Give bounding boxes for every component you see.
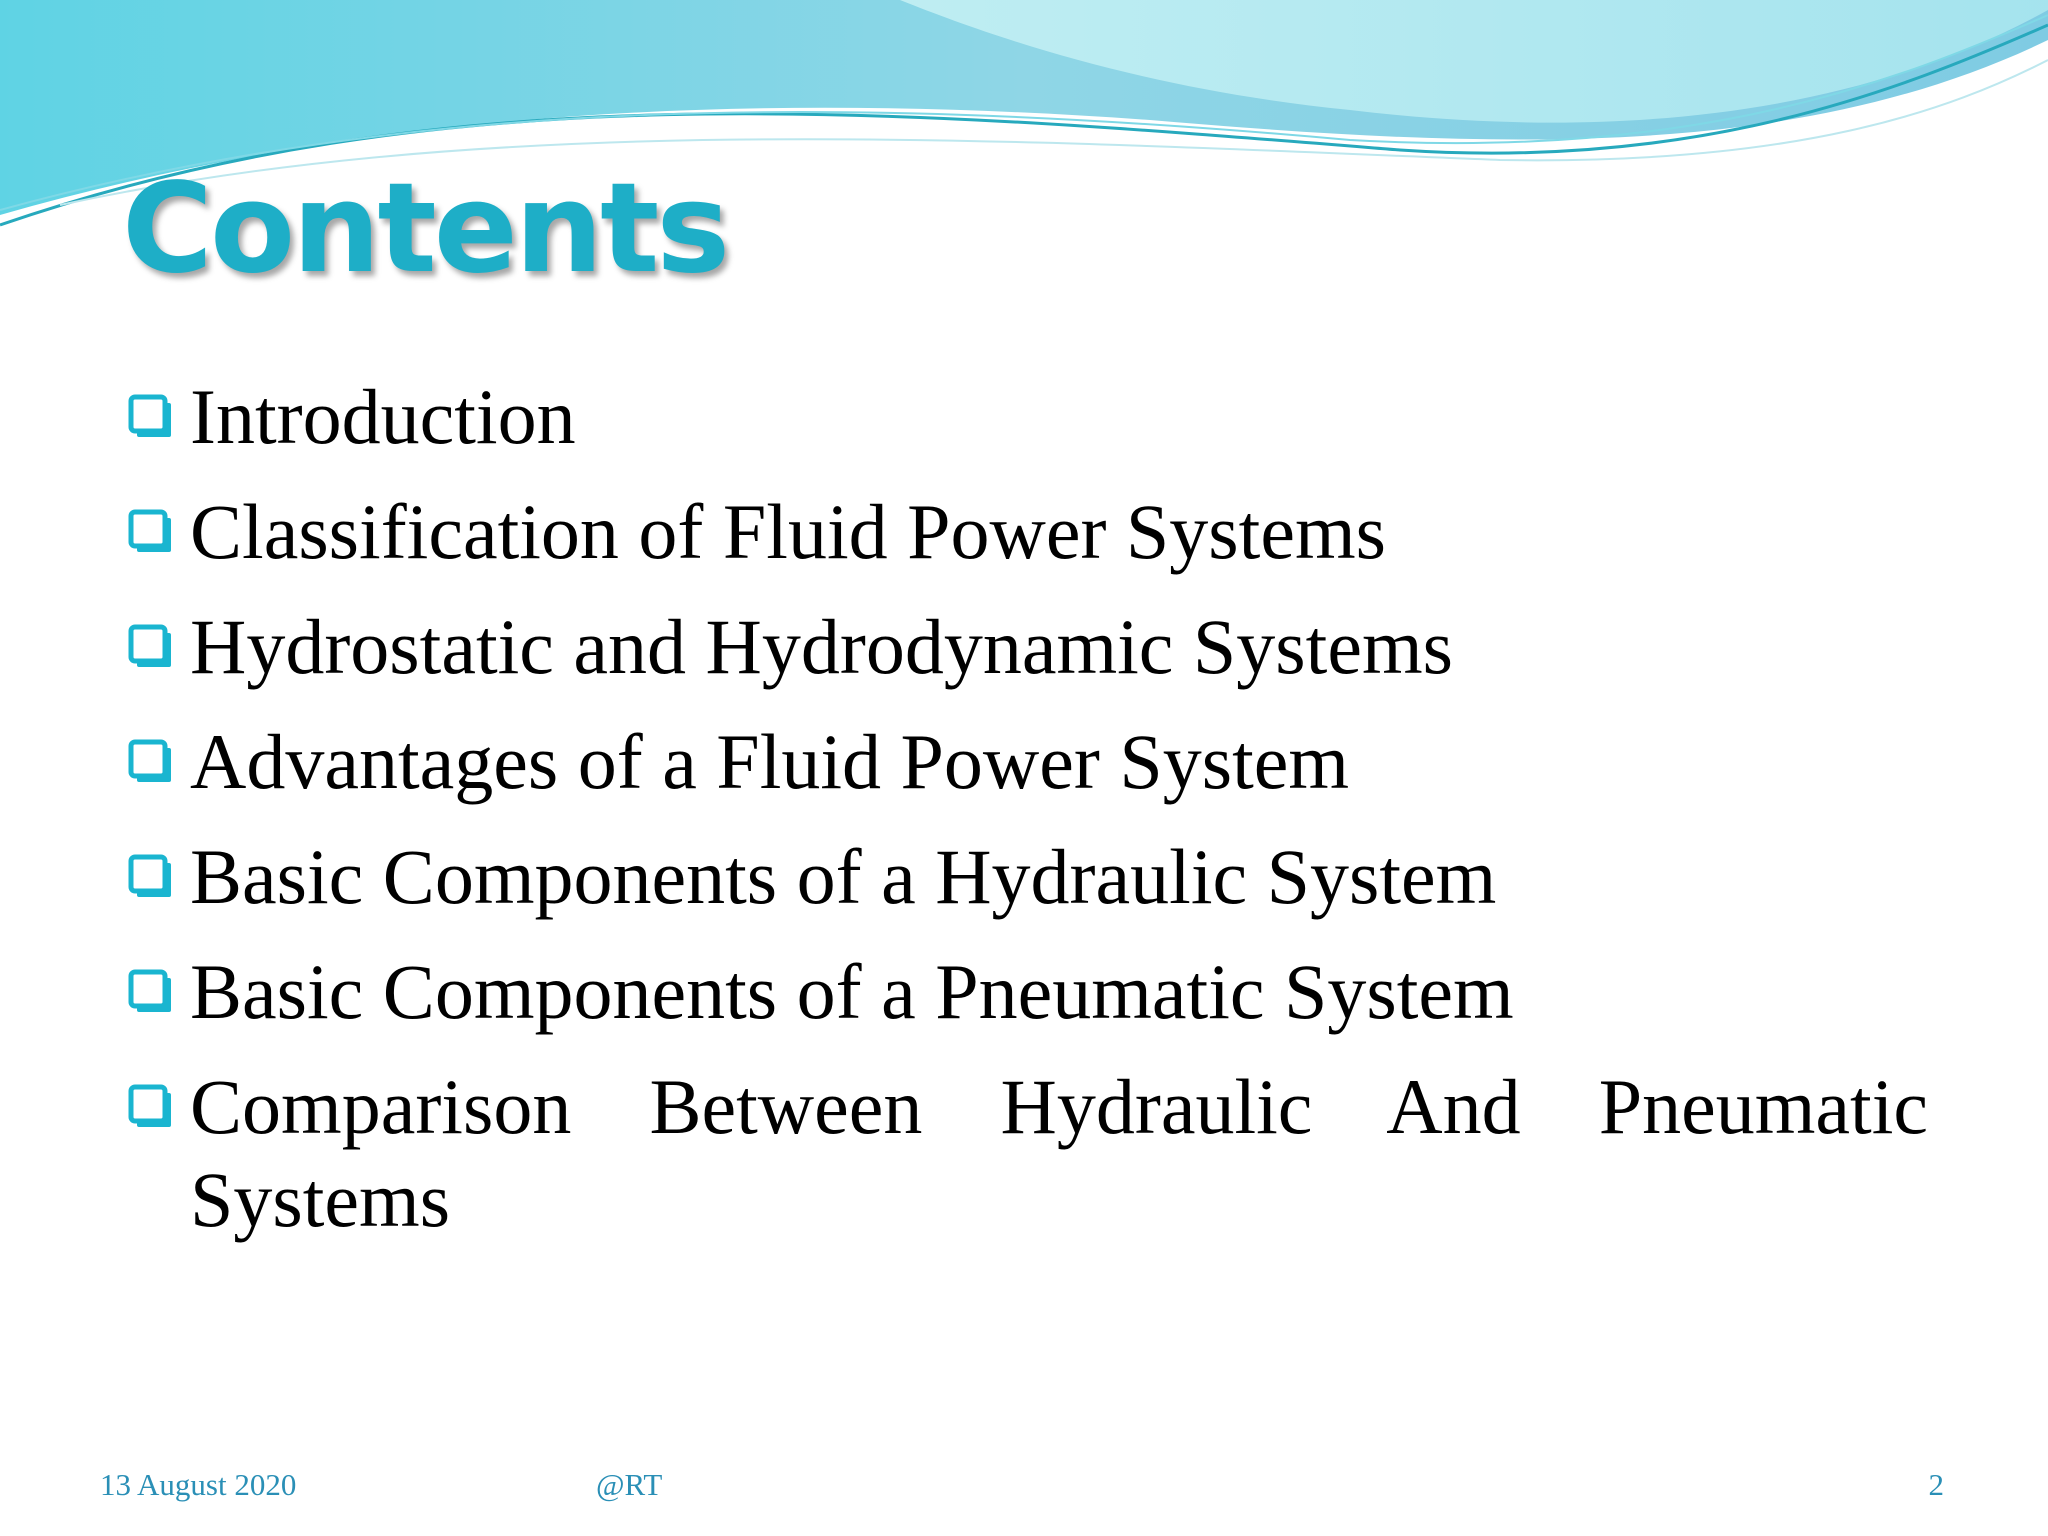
checkbox-square-icon [128,394,172,438]
list-item [128,1060,1928,1246]
list-item-text: Advantages of a Fluid Power System [190,718,1350,805]
list-item [128,370,1928,463]
checkbox-square-icon [128,969,172,1013]
contents-list [128,370,1928,1268]
list-item [128,715,1928,808]
footer-page-number: 2 [1928,1467,1944,1502]
checkbox-square-icon [128,1084,172,1128]
list-item-text: Hydrostatic and Hydrodynamic Systems [190,603,1453,690]
checkbox-square-icon [128,739,172,783]
footer-date: 13 August 2020 [100,1467,297,1502]
list-item [128,485,1928,578]
list-item-text: Basic Components of a Pneumatic System [190,948,1514,1035]
list-item [128,830,1928,923]
checkbox-square-icon [128,854,172,898]
list-item-text: Introduction [190,373,576,460]
list-item [128,945,1928,1038]
checkbox-square-icon [128,624,172,668]
list-item-text: Comparison Between Hydraulic And Pneumatic Systems [190,1063,1928,1243]
slide-title: Contents [122,157,728,301]
checkbox-square-icon [128,509,172,553]
footer-author: @RT [596,1467,663,1502]
list-item-text: Classification of Fluid Power Systems [190,488,1386,575]
list-item-text: Basic Components of a Hydraulic System [190,833,1497,920]
list-item [128,600,1928,693]
